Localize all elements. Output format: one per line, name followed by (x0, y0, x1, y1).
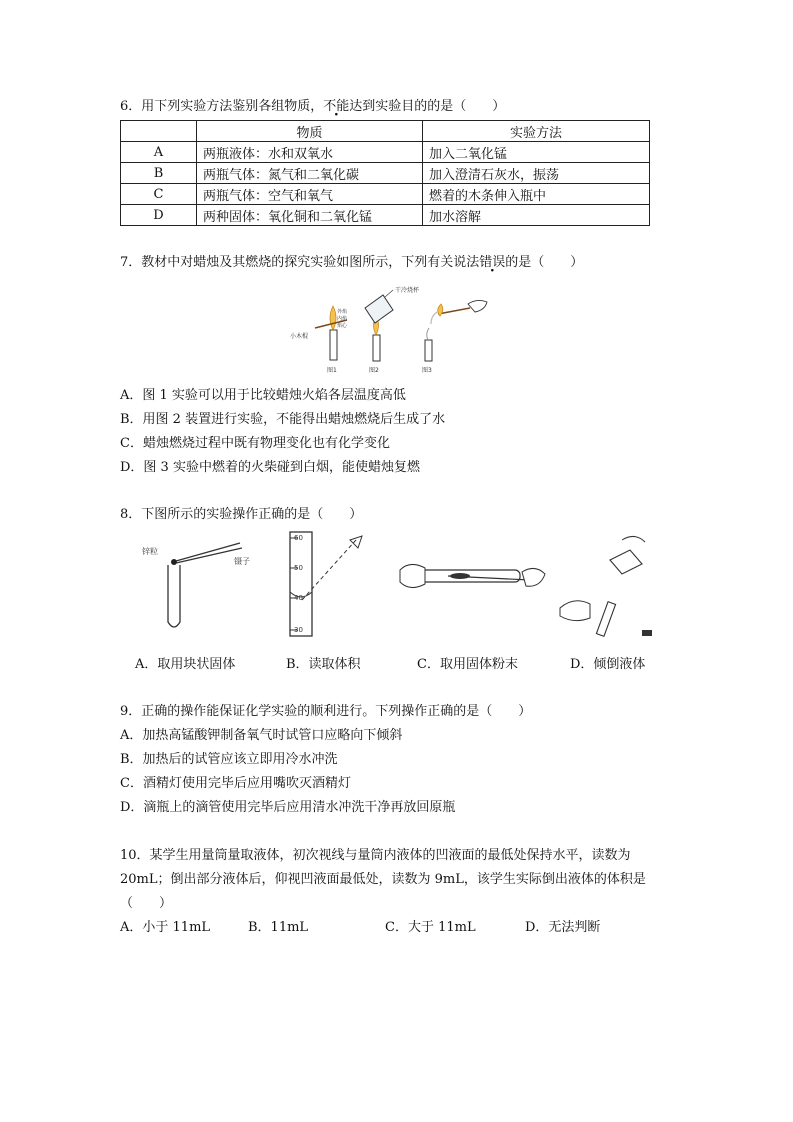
table-cell: 燃着的木条伸入瓶中 (423, 184, 650, 205)
table-cell: 两瓶液体：水和双氧水 (197, 142, 423, 163)
tick-label: 60 (294, 534, 303, 542)
q10-stem-line1: 10．某学生用量筒量取液体，初次视线与量筒内液体的凹液面的最低处保持水平，读数为 (120, 848, 631, 863)
label-cold-beaker: 干冷烧杯 (395, 287, 420, 294)
table-cell: 加水溶解 (423, 205, 650, 226)
table-header-cell: 实验方法 (423, 121, 650, 142)
table-cell: 两种固体：氧化铜和二氧化锰 (197, 205, 423, 226)
figure-d-pouring (560, 536, 652, 636)
q9-option-c: C．酒精灯使用完毕后应用嘴吹灭酒精灯 (120, 776, 351, 791)
q10-option-b: B．11mL (248, 920, 309, 935)
q9-stem: 9．正确的操作能保证化学实验的顺利进行。下列操作正确的是（ ） (120, 704, 532, 719)
table-cell: A (121, 142, 197, 163)
q6-stem-emphasis: 不能 (323, 99, 350, 114)
candle-3-illustration (422, 300, 487, 374)
q10-stem-line3: （ ） (120, 896, 173, 911)
label-wood-stick: 小木棍 (290, 333, 309, 340)
tick-label: 40 (294, 594, 303, 602)
table-header-cell: 物质 (197, 121, 423, 142)
table-cell: 两瓶气体：氮气和二氧化碳 (197, 163, 423, 184)
label-inner-flame: 内焰 (337, 316, 348, 322)
q10-option-c: C．大于 11mL (385, 920, 476, 935)
tick-label: 30 (294, 626, 303, 634)
q6-stem-post: 达到实验目的的是（ ） (349, 99, 506, 114)
q7-option-a: A．图 1 实验可以用于比较蜡烛火焰各层温度高低 (120, 388, 406, 403)
figure-a-tube-zinc (142, 543, 250, 627)
q8-caption-c: C．取用固体粉末 (417, 657, 518, 672)
label-flame-core: 焰心 (337, 323, 348, 329)
q7-option-b: B．用图 2 装置进行实验，不能得出蜡烛燃烧后生成了水 (120, 412, 446, 427)
q8-operations-figure (130, 530, 670, 645)
q6-table (120, 120, 650, 226)
table-cell: 加入澄清石灰水，振荡 (423, 163, 650, 184)
table-cell: B (121, 163, 197, 184)
q10-option-a: A．小于 11mL (120, 920, 211, 935)
figure-b-graduated-cylinder (290, 532, 362, 636)
q7-option-d: D．图 3 实验中燃着的火柴碰到白烟，能使蜡烛复燃 (120, 460, 420, 475)
table-cell: 两瓶气体：空气和氧气 (197, 184, 423, 205)
q8-caption-a: A．取用块状固体 (135, 657, 236, 672)
table-row (121, 142, 650, 163)
table-header-row (121, 121, 650, 142)
q9-option-a: A．加热高锰酸钾制备氧气时试管口应略向下倾斜 (120, 728, 403, 743)
table-row (121, 163, 650, 184)
q6-stem (120, 95, 505, 114)
q7-option-c: C．蜡烛燃烧过程中既有物理变化也有化学变化 (120, 436, 390, 451)
table-row (121, 205, 650, 226)
q8-stem: 8．下图所示的实验操作正确的是（ ） (120, 507, 363, 522)
table-cell: 加入二氧化锰 (423, 142, 650, 163)
q10-option-d: D．无法判断 (525, 920, 601, 935)
bottle-stopper-icon (642, 630, 652, 636)
table-row (121, 184, 650, 205)
tick-label: 50 (294, 564, 303, 572)
eye-icon (350, 536, 362, 548)
q10-stem-line2: 20mL；倒出部分液体后，仰视凹液面最低处，读数为 9mL，该学生实际倒出液体的体积是 (120, 872, 646, 887)
label-fig2: 图2 (369, 367, 379, 374)
figure-c-powder-tube (400, 564, 545, 587)
q8-caption-d: D．倾倒液体 (570, 657, 646, 672)
label-tweezers: 镊子 (234, 557, 250, 566)
label-fig1: 图1 (327, 367, 337, 374)
label-zinc: 锌粒 (142, 547, 158, 556)
table-header-cell (121, 121, 197, 142)
q9-option-d: D．滴瓶上的滴管使用完毕后应用清水冲洗干净再放回原瓶 (120, 800, 456, 815)
candle-1-illustration (290, 306, 348, 374)
q8-caption-b: B．读取体积 (286, 657, 361, 672)
q7-stem (120, 251, 583, 270)
candle-2-illustration (365, 286, 420, 374)
q7-stem-emphasis: 错误 (479, 255, 506, 270)
q6-stem-pre: 6．用下列实验方法鉴别各组物质， (120, 99, 324, 114)
q7-candle-figure (285, 280, 505, 375)
label-outer-flame: 外焰 (337, 309, 348, 315)
q7-stem-pre: 7．教材中对蜡烛及其燃烧的探究实验如图所示，下列有关说法 (120, 255, 480, 270)
zinc-granule-icon (171, 559, 177, 565)
label-fig3: 图3 (422, 367, 432, 374)
table-cell: D (121, 205, 197, 226)
table-cell: C (121, 184, 197, 205)
q7-stem-post: 的是（ ） (505, 255, 584, 270)
q9-option-b: B．加热后的试管应该立即用冷水冲洗 (120, 752, 338, 767)
